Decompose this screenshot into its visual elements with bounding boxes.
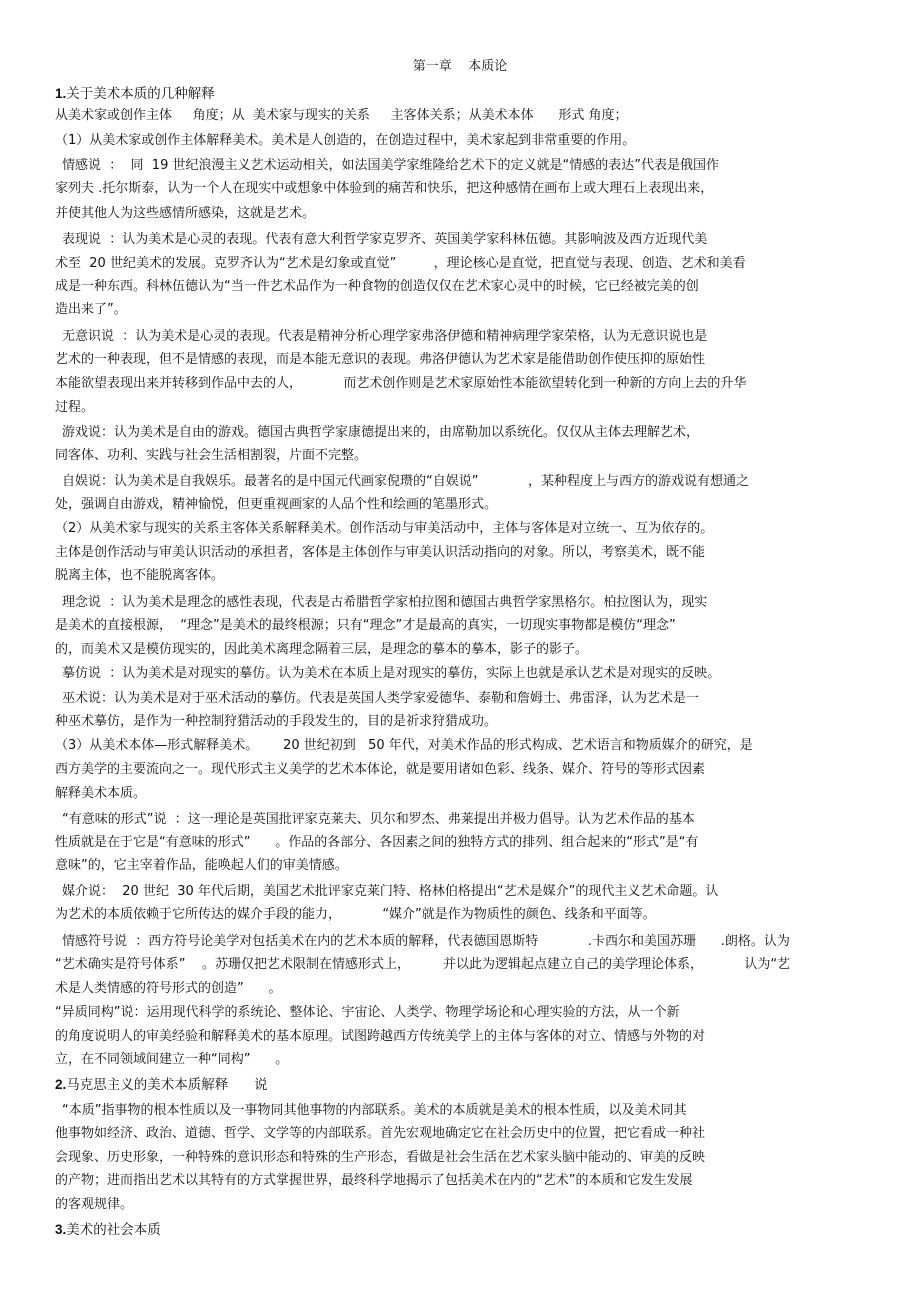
unconscious-theory-line: 本能欲望表现出来并转移到作品中去的人， 而艺术创作则是艺术家原始性本能欲望转化到一种新的方向上去的升华 bbox=[55, 376, 747, 391]
significant-form-theory-line: “有意味的形式”说 ：这一理论是英国批评家克莱夫、贝尔和罗杰、弗莱提出并极力倡导。认为艺术作品的基本 bbox=[62, 812, 695, 827]
chapter-title: 第一章 本质论 bbox=[412, 59, 508, 74]
idea-theory-line: 是美术的直接根源， “理念”是美术的最终根源；只有“理念”才是最高的真实，一切现实事物都是模仿“理念” bbox=[55, 618, 676, 633]
subsection-3-line: （3）从美术本体—形式解释美术。 20 世纪初到 50 年代，对美术作品的形式构成、艺术语言和物质媒介的研究，是 bbox=[55, 738, 753, 753]
isomorphism-theory-line: 的角度说明人的审美经验和解释美术的基本原理。试图跨越西方传统美学上的主体与客体的对立、情感与外物的对 bbox=[55, 1029, 706, 1044]
medium-theory-line: 媒介说： 20 世纪 30 年代后期，美国艺术批评家克莱门特、格林伯格提出“艺术是媒介”的现代主义艺术命题。认 bbox=[62, 884, 719, 899]
marxist-body-line: 他事物如经济、政治、道德、哲学、文学等的内部联系。首先宏观地确定它在社会历史中的位置，把它看成一种社 bbox=[55, 1126, 706, 1141]
marxist-body-line: 的客观规律。 bbox=[55, 1197, 134, 1212]
marxist-body-line: “本质”指事物的根本性质以及一事物同其他事物的内部联系。美术的本质就是美术的根本性质，以及美术同其 bbox=[62, 1103, 687, 1118]
section-number: 2. bbox=[55, 1077, 67, 1092]
section-title: 马克思主义的美术本质解释 说 bbox=[66, 1077, 268, 1093]
subsection-2-line: （2）从美术家与现实的关系主客体关系解释美术。创作活动与审美活动中，主体与客体是对立统一、互为依存的。 bbox=[55, 521, 714, 536]
play-theory-line: 游戏说：认为美术是自由的游戏。德国古典哲学家康德提出来的，由席勒加以系统化。仅仅从主体去理解艺术， bbox=[62, 425, 700, 440]
subsection-2-line: 主体是创作活动与审美认识活动的承担者，客体是主体创作与审美认识活动指向的对象。所以，考察美术，既不能 bbox=[55, 545, 706, 560]
marxist-body-line: 会现象、历史形象，一种特殊的意识形态和特殊的生产形态，看做是社会生活在艺术家头脑中能动的、审美的反映 bbox=[55, 1150, 706, 1165]
subsection-3-line: 西方美学的主要流向之一。现代形式主义美学的艺术本体论，就是要用诸如色彩、线条、媒介、符号的等形式因素 bbox=[55, 762, 706, 777]
unconscious-theory-line: 无意识说 ：认为美术是心灵的表现。代表是精神分析心理学家弗洛伊德和精神病理学家荣格，认为无意识说也是 bbox=[62, 329, 708, 344]
emotion-theory-line: 并使其他人为这些感情所感染，这就是艺术。 bbox=[55, 206, 316, 221]
section-title: 美术的社会本质 bbox=[66, 1222, 161, 1238]
section-3-heading bbox=[55, 1220, 920, 1240]
marxist-body-line: 的产物；进而指出艺术以其特有的方式掌握世界，最终科学地揭示了包括美术在内的“艺术”的本质和它发生发展 bbox=[55, 1173, 693, 1188]
significant-form-theory-line: 意味”的，它主宰着作品，能唤起人们的审美情感。 bbox=[55, 858, 348, 873]
witchcraft-theory-line: 巫术说：认为美术是对于巫术活动的摹仿。代表是英国人类学家爱德华、泰勒和詹姆士、弗雷泽，认为艺术是一 bbox=[62, 691, 700, 706]
approaches-line: 从美术家或创作主体 角度；从 美术家与现实的关系 主客体关系；从美术本体 形式 角度； bbox=[55, 108, 628, 123]
section-number: 1. bbox=[55, 86, 67, 101]
symbol-theory-line: 情感符号说 ：西方符号论美学对包括美术在内的艺术本质的解释，代表德国恩斯特 .卡西尔和美国苏珊 .朗格。认为 bbox=[62, 934, 790, 949]
section-2-heading bbox=[55, 1075, 920, 1095]
unconscious-theory-line: 艺术的一种表现，但不是情感的表现，而是本能无意识的表现。弗洛伊德认为艺术家是能借助创作使压抑的原始性 bbox=[55, 352, 706, 367]
imitation-theory-line: 摹仿说 ：认为美术是对现实的摹仿。认为美术在本质上是对现实的摹仿，实际上也就是承认艺术是对现实的反映。 bbox=[62, 666, 721, 681]
expression-theory-line: 表现说 ：认为美术是心灵的表现。代表有意大利哲学家克罗齐、英国美学家科林伍德。其影响波及西方近现代美 bbox=[62, 232, 708, 247]
subsection-3-line: 解释美术本质。 bbox=[55, 786, 147, 801]
isomorphism-theory-line: “异质同构”说：运用现代科学的系统论、整体论、宇宙论、人类学、物理学场论和心理实验的方法，从一个新 bbox=[55, 1005, 680, 1020]
subsection-2-line: 脱离主体，也不能脱离客体。 bbox=[55, 568, 225, 583]
unconscious-theory-line: 过程。 bbox=[55, 400, 95, 415]
emotion-theory-line: 家列夫 .托尔斯泰，认为一个人在现实中或想象中体验到的痛苦和快乐，把这种感情在画布上或大理石上表现出来， bbox=[55, 181, 714, 196]
witchcraft-theory-line: 种巫术摹仿，是作为一种控制狩猎活动的手段发生的，目的是祈求狩猎成功。 bbox=[55, 714, 498, 729]
medium-theory-line: 为艺术的本质依赖于它所传达的媒介手段的能力， “媒介”就是作为物质性的颜色、线条和平面等。 bbox=[55, 907, 656, 922]
isomorphism-theory-line: 立，在不同领域间建立一种“同构” 。 bbox=[55, 1052, 289, 1067]
section-1-heading bbox=[55, 84, 920, 104]
expression-theory-line: 成是一种东西。科林伍德认为“当一件艺术品作为一种食物的创造仅仅在艺术家心灵中的时候，它已经被完美的创 bbox=[55, 279, 699, 294]
expression-theory-line: 术至 20 世纪美术的发展。克罗齐认为“艺术是幻象或直觉” ，理论核心是直觉，把直觉与表现、创造、艺术和美看 bbox=[55, 256, 746, 271]
subsection-1-intro: （1）从美术家或创作主体解释美术。美术是人创造的，在创造过程中，美术家起到非常重要的作用。 bbox=[55, 133, 636, 148]
section-number: 3. bbox=[55, 1222, 67, 1237]
play-theory-line: 同客体、功利、实践与社会生活相割裂，片面不完整。 bbox=[55, 448, 368, 463]
significant-form-theory-line: 性质就是在于它是“有意味的形式” 。作品的各部分、各因素之间的独特方式的排列、组合起来的“形式”是“有 bbox=[55, 835, 699, 850]
symbol-theory-line: “艺术确实是符号体系” 。苏珊仅把艺术限制在情感形式上， 并以此为逻辑起点建立自己的美学理论体系， 认为“艺 bbox=[55, 957, 791, 972]
idea-theory-line: 理念说 ：认为美术是理念的感性表现，代表是古希腊哲学家柏拉图和德国古典哲学家黑格尔。柏拉图认为，现实 bbox=[62, 595, 708, 610]
symbol-theory-line: 术是人类情感的符号形式的创造” 。 bbox=[55, 981, 282, 996]
section-title: 关于美术本质的几种解释 bbox=[66, 86, 215, 102]
self-entertainment-theory-line: 处，强调自由游戏，精神愉悦，但更重视画家的人品个性和绘画的笔墨形式。 bbox=[55, 497, 498, 512]
idea-theory-line: 的，而美术又是模仿现实的，因此美术离理念隔着三层，是理念的摹本的摹本，影子的影子。 bbox=[55, 642, 589, 657]
self-entertainment-theory-line: 自娱说：认为美术是自我娱乐。最著名的是中国元代画家倪瓒的“自娱说” ，某种程度上与西方的游戏说有想通之 bbox=[62, 474, 750, 489]
emotion-theory-line: 情感说 ： 同 19 世纪浪漫主义艺术运动相关，如法国美学家维隆给艺术下的定义就是“情感的表达”代表是俄国作 bbox=[62, 158, 719, 173]
expression-theory-line: 造出来了”。 bbox=[55, 302, 127, 317]
